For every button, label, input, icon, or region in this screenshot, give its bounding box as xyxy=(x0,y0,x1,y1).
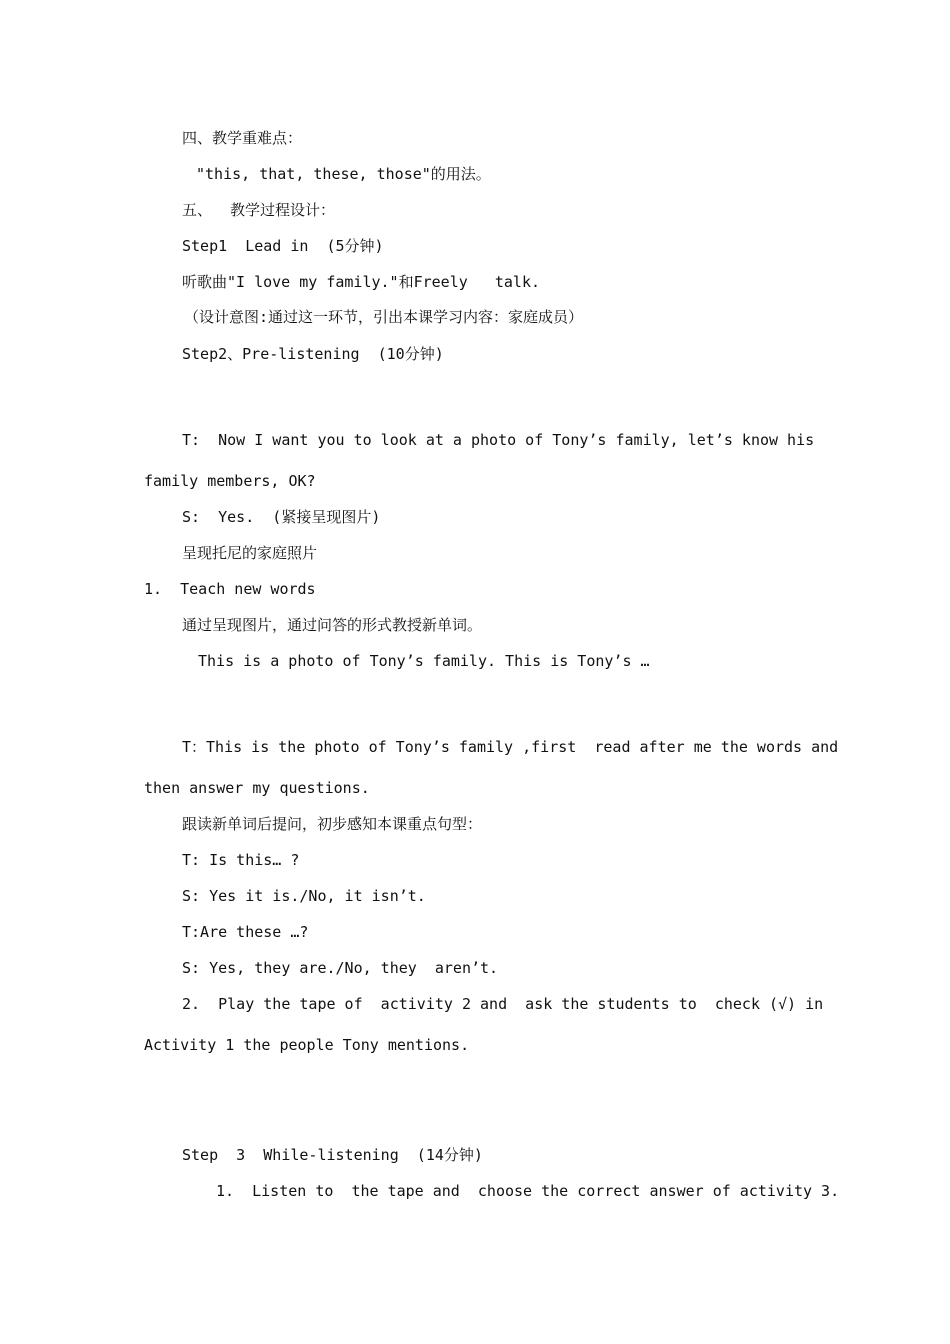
dialogue-teacher-line-2: T：This is the photo of Tony’s family ,first read after me the words and xyxy=(182,738,839,756)
section-heading-process: 五、 教学过程设计： xyxy=(182,201,336,219)
item-2-play-tape: 2. Play the tape of activity 2 and ask the students to check (√) in xyxy=(182,995,824,1013)
item-2-play-tape-cont: Activity 1 the people Tony mentions. xyxy=(144,1036,470,1054)
section-heading-key-points: 四、教学重难点： xyxy=(182,129,303,147)
step1-design-intent: （设计意图:通过这一环节，引出本课学习内容：家庭成员） xyxy=(184,308,584,326)
pattern-student-1: S: Yes it is./No, it isn’t. xyxy=(182,887,426,905)
follow-read-text: 跟读新单词后提问，初步感知本课重点句型： xyxy=(182,815,483,833)
pattern-teacher-1: T: Is this… ? xyxy=(182,851,300,869)
dialogue-teacher-line-1: T: Now I want you to look at a photo of Tony’s family, let’s know his xyxy=(182,431,815,449)
pattern-teacher-2: T:Are these …? xyxy=(182,923,309,941)
step2-heading: Step2、Pre-listening (10分钟) xyxy=(182,345,444,363)
dialogue-student-line-1: S: Yes. (紧接呈现图片) xyxy=(182,508,381,526)
step3-item-1: 1. Listen to the tape and choose the correct answer of activity 3. xyxy=(216,1182,840,1200)
dialogue-teacher-line-2-cont: then answer my questions. xyxy=(144,779,370,797)
step1-activity: 听歌曲"I love my family."和Freely talk. xyxy=(182,273,541,291)
pattern-student-2: S: Yes, they are./No, they aren’t. xyxy=(182,959,499,977)
teach-method-text: 通过呈现图片，通过问答的形式教授新单词。 xyxy=(182,616,483,634)
dialogue-teacher-line-1-cont: family members, OK? xyxy=(144,472,316,490)
example-sentence: This is a photo of Tony’s family. This is Tony’s … xyxy=(198,652,650,670)
present-photo-text: 呈现托尼的家庭照片 xyxy=(182,544,318,562)
key-points-text: "this, that, these, those"的用法。 xyxy=(196,165,491,183)
step1-heading: Step1 Lead in (5分钟) xyxy=(182,237,384,255)
step3-heading: Step 3 While-listening (14分钟) xyxy=(182,1146,483,1164)
item-1-teach-new-words: 1. Teach new words xyxy=(144,580,316,598)
